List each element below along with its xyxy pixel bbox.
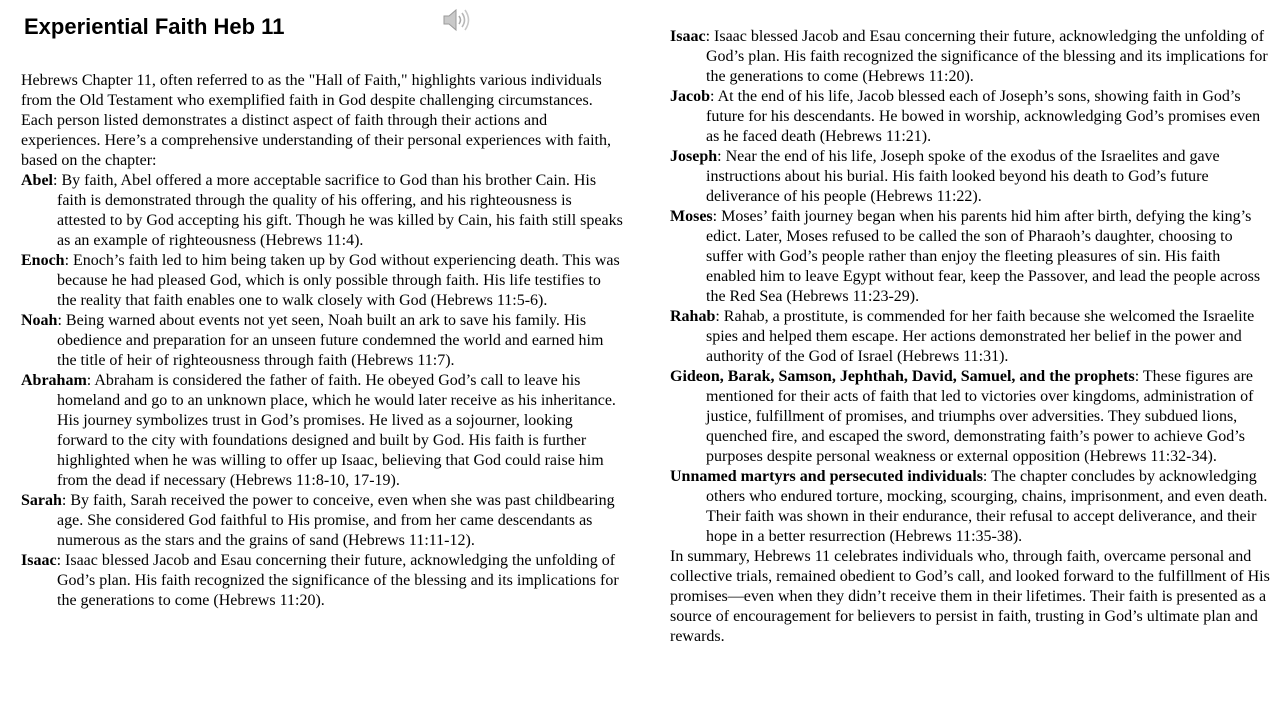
entry-name: Isaac <box>21 552 57 569</box>
entry-noah <box>21 311 624 371</box>
entry-name: Sarah <box>21 492 62 509</box>
entry-name: Abraham <box>21 372 87 389</box>
entry-enoch <box>21 251 624 311</box>
entry-joseph <box>670 147 1270 207</box>
left-column <box>21 71 624 611</box>
entry-text: : Rahab, a prostitute, is commended for her faith because she welcomed the Israelite spies and helped them escape. Her actions demonstrated her belief in the power and authority of the God of Israel (Hebrews 11:31). <box>706 308 1255 365</box>
entry-name: Gideon, Barak, Samson, Jephthah, David, Samuel, and the prophets <box>670 368 1135 385</box>
entry-sarah <box>21 491 624 551</box>
speaker-icon[interactable] <box>438 4 472 36</box>
slide-title: Experiential Faith Heb 11 <box>24 14 285 39</box>
entry-unnamed-martyrs <box>670 467 1270 547</box>
entry-abel <box>21 171 624 251</box>
entry-name: Unnamed martyrs and persecuted individuals <box>670 468 983 485</box>
entry-name: Rahab <box>670 308 716 325</box>
entry-text: : Isaac blessed Jacob and Esau concerning their future, acknowledging the unfolding of God’s plan. His faith recognized the significance of the blessing and its implications for the generations to come (Hebrews 11:20). <box>56 552 619 609</box>
entry-isaac <box>21 551 624 611</box>
entry-name: Moses <box>670 208 713 225</box>
entry-abraham <box>21 371 624 491</box>
entry-judges-and-prophets <box>670 367 1270 467</box>
entry-text: : Moses’ faith journey began when his parents hid him after birth, defying the king’s edict. Later, Moses refused to be called the son of Pharaoh’s daughter, choosing to suffer with God’s people rather than enjoy the fleeting pleasures of sin. His faith enabled him to leave Egypt without fear, keep the Passover, and lead the people across the Red Sea (Hebrews 11:23-29). <box>706 208 1261 305</box>
entry-text: : These figures are mentioned for their acts of faith that led to victories over kingdoms, administration of justice, fulfillment of promises, and triumphs over adversities. They subdued lions, quenched fire, and escaped the sword, demonstrating faith’s power to achieve God’s purposes despite personal weakness or external opposition (Hebrews 11:32-34). <box>706 368 1254 465</box>
entry-name: Jacob <box>670 88 710 105</box>
entry-text: : Being warned about events not yet seen, Noah built an ark to save his family. His obedience and preparation for an unseen future condemned the world and earned him the title of heir of righteousness through faith (Hebrews 11:7). <box>57 312 604 369</box>
entry-name: Abel <box>21 172 53 189</box>
entry-rahab <box>670 307 1270 367</box>
entry-text: : Enoch’s faith led to him being taken up by God without experiencing death. This was because he had pleased God, which is only possible through faith. His life testifies to the reality that faith enables one to walk closely with God (Hebrews 11:5-6). <box>57 252 620 309</box>
entry-moses <box>670 207 1270 307</box>
right-column <box>670 27 1270 647</box>
summary-paragraph: In summary, Hebrews 11 celebrates individuals who, through faith, overcame personal and collective trials, remained obedient to God’s call, and looked forward to the fulfillment of His promises—even when they didn’t receive them in their lifetimes. Their faith is presented as a source of encouragement for believers to persist in faith, trusting in God’s ultimate plan and rewards. <box>670 548 1270 645</box>
entry-isaac <box>670 27 1270 87</box>
entry-name: Isaac <box>670 28 706 45</box>
entry-text: : Abraham is considered the father of faith. He obeyed God’s call to leave his homeland and go to an unknown place, which he would later receive as his inheritance. His journey symbolizes trust in God’s promises. He lived as a sojourner, looking forward to the city with foundations designed and built by God. His faith is further highlighted when he was willing to offer up Isaac, believing that God could raise him from the dead if necessary (Hebrews 11:8-10, 17-19). <box>57 372 616 489</box>
entry-text: : By faith, Abel offered a more acceptable sacrifice to God than his brother Cain. His faith is demonstrated through the quality of his offering, and his righteousness is attested to by God accepting his gift. Though he was killed by Cain, his faith still speaks as an example of righteousness (Hebrews 11:4). <box>53 172 623 249</box>
entry-text: : Isaac blessed Jacob and Esau concerning their future, acknowledging the unfolding of God’s plan. His faith recognized the significance of the blessing and its implications for the generations to come (Hebrews 11:20). <box>705 28 1268 85</box>
entry-text: : At the end of his life, Jacob blessed each of Joseph’s sons, showing faith in God’s future for his descendants. He bowed in worship, acknowledging God’s promises even as he faced death (Hebrews 11:21). <box>706 88 1261 145</box>
entry-text: : By faith, Sarah received the power to conceive, even when she was past childbearing age. She considered God faithful to His promise, and from her came descendants as numerous as the stars and the grains of sand (Hebrews 11:11-12). <box>57 492 615 549</box>
entry-jacob <box>670 87 1270 147</box>
entry-text: : The chapter concludes by acknowledging others who endured torture, mocking, scourging, chains, imprisonment, and even death. Their faith was shown in their endurance, their refusal to accept deliverance, and their hope in a better resurrection (Hebrews 11:35-38). <box>706 468 1268 545</box>
entry-text: : Near the end of his life, Joseph spoke of the exodus of the Israelites and gave instructions about his burial. His faith looked beyond his death to God’s future deliverance of his people (Hebrews 11:22). <box>706 148 1220 205</box>
entry-name: Noah <box>21 312 58 329</box>
intro-paragraph: Hebrews Chapter 11, often referred to as the "Hall of Faith," highlights various individuals from the Old Testament who exemplified faith in God despite challenging circumstances. Each person listed demonstrates a distinct aspect of faith through their actions and experiences. Here’s a comprehensive understanding of their personal experiences with faith, based on the chapter: <box>21 72 611 169</box>
entry-name: Joseph <box>670 148 718 165</box>
entry-name: Enoch <box>21 252 65 269</box>
